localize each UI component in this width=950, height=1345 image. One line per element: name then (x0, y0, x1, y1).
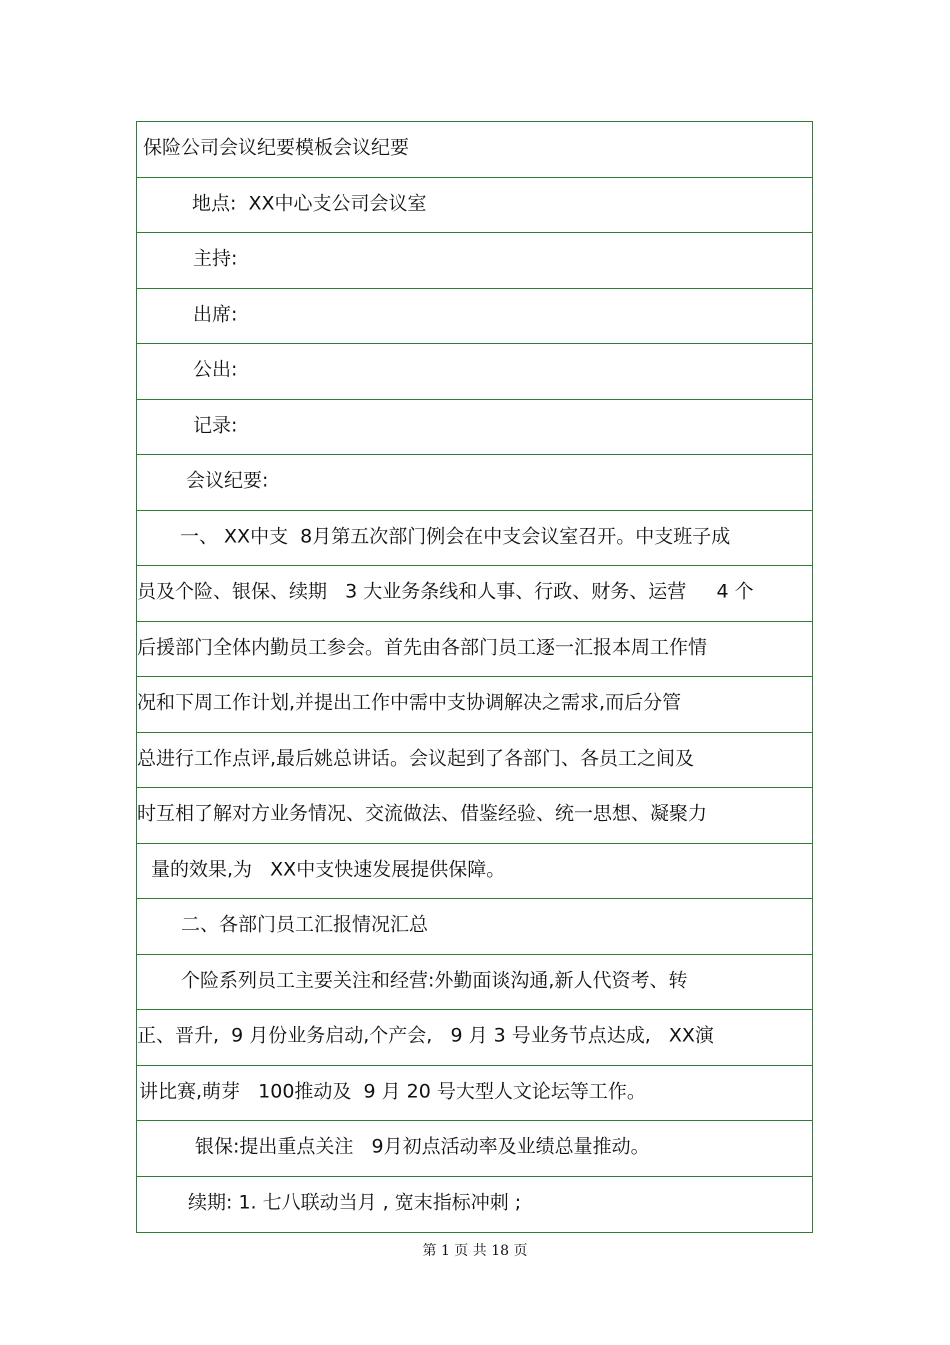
paragraph-text: 正、晋升, 9 月份业务启动,个产会, 9 月 3 号业务节点达成, XX演 (137, 1024, 714, 1047)
minutes-heading-row (137, 455, 812, 511)
page-footer: 第 1 页 共 18 页 (422, 1243, 528, 1259)
paragraph-text: 一、 XX中支 8月第五次部门例会在中支会议室召开。中支班子成 (180, 525, 731, 548)
location-text: 地点: XX中心支公司会议室 (192, 192, 427, 215)
paragraph-text: 续期: 1. 七八联动当月 , 宽末指标冲刺 ; (188, 1191, 522, 1214)
paragraph-line (137, 788, 812, 844)
section-heading-row (137, 899, 812, 955)
paragraph-text: 员及个险、银保、续期 3 大业务条线和人事、行政、财务、运营 4 个 (137, 580, 754, 603)
paragraph-line (137, 733, 812, 789)
paragraph-text: 量的效果,为 XX中支快速发展提供保障。 (151, 858, 506, 881)
paragraph-line (137, 955, 812, 1011)
paragraph-line (137, 622, 812, 678)
minutes-heading: 会议纪要: (186, 469, 269, 492)
recorder-text: 记录: (193, 414, 238, 437)
paragraph-text: 讲比赛,萌芽 100推动及 9 月 20 号大型人文论坛等工作。 (139, 1080, 646, 1103)
paragraph-text: 后援部门全体内勤员工参会。首先由各部门员工逐一汇报本周工作情 (137, 636, 708, 659)
paragraph-text: 时互相了解对方业务情况、交流做法、借鉴经验、统一思想、凝聚力 (137, 802, 708, 825)
paragraph-line (137, 511, 812, 567)
host-row (137, 233, 812, 289)
paragraph-text: 总进行工作点评,最后姚总讲话。会议起到了各部门、各员工之间及 (137, 747, 695, 770)
paragraph-text: 个险系列员工主要关注和经营:外勤面谈沟通,新人代资考、转 (181, 969, 688, 992)
attendees-text: 出席: (193, 303, 238, 326)
paragraph-line (137, 1010, 812, 1066)
paragraph-line (137, 677, 812, 733)
document-title-row (137, 122, 812, 178)
paragraph-line (137, 1121, 812, 1177)
section-heading: 二、各部门员工汇报情况汇总 (181, 913, 429, 936)
away-text: 公出: (193, 358, 238, 381)
host-text: 主持: (193, 247, 238, 270)
away-row (137, 344, 812, 400)
paragraph-line (137, 566, 812, 622)
document-title: 保险公司会议纪要模板会议纪要 (143, 136, 410, 159)
attendees-row (137, 289, 812, 345)
document-table (136, 121, 813, 1233)
recorder-row (137, 400, 812, 456)
paragraph-line (137, 1066, 812, 1122)
paragraph-line (137, 844, 812, 900)
paragraph-text: 况和下周工作计划,并提出工作中需中支协调解决之需求,而后分管 (137, 691, 682, 714)
paragraph-text: 银保:提出重点关注 9月初点活动率及业绩总量推动。 (195, 1135, 650, 1158)
paragraph-line (137, 1177, 812, 1233)
location-row (137, 178, 812, 234)
